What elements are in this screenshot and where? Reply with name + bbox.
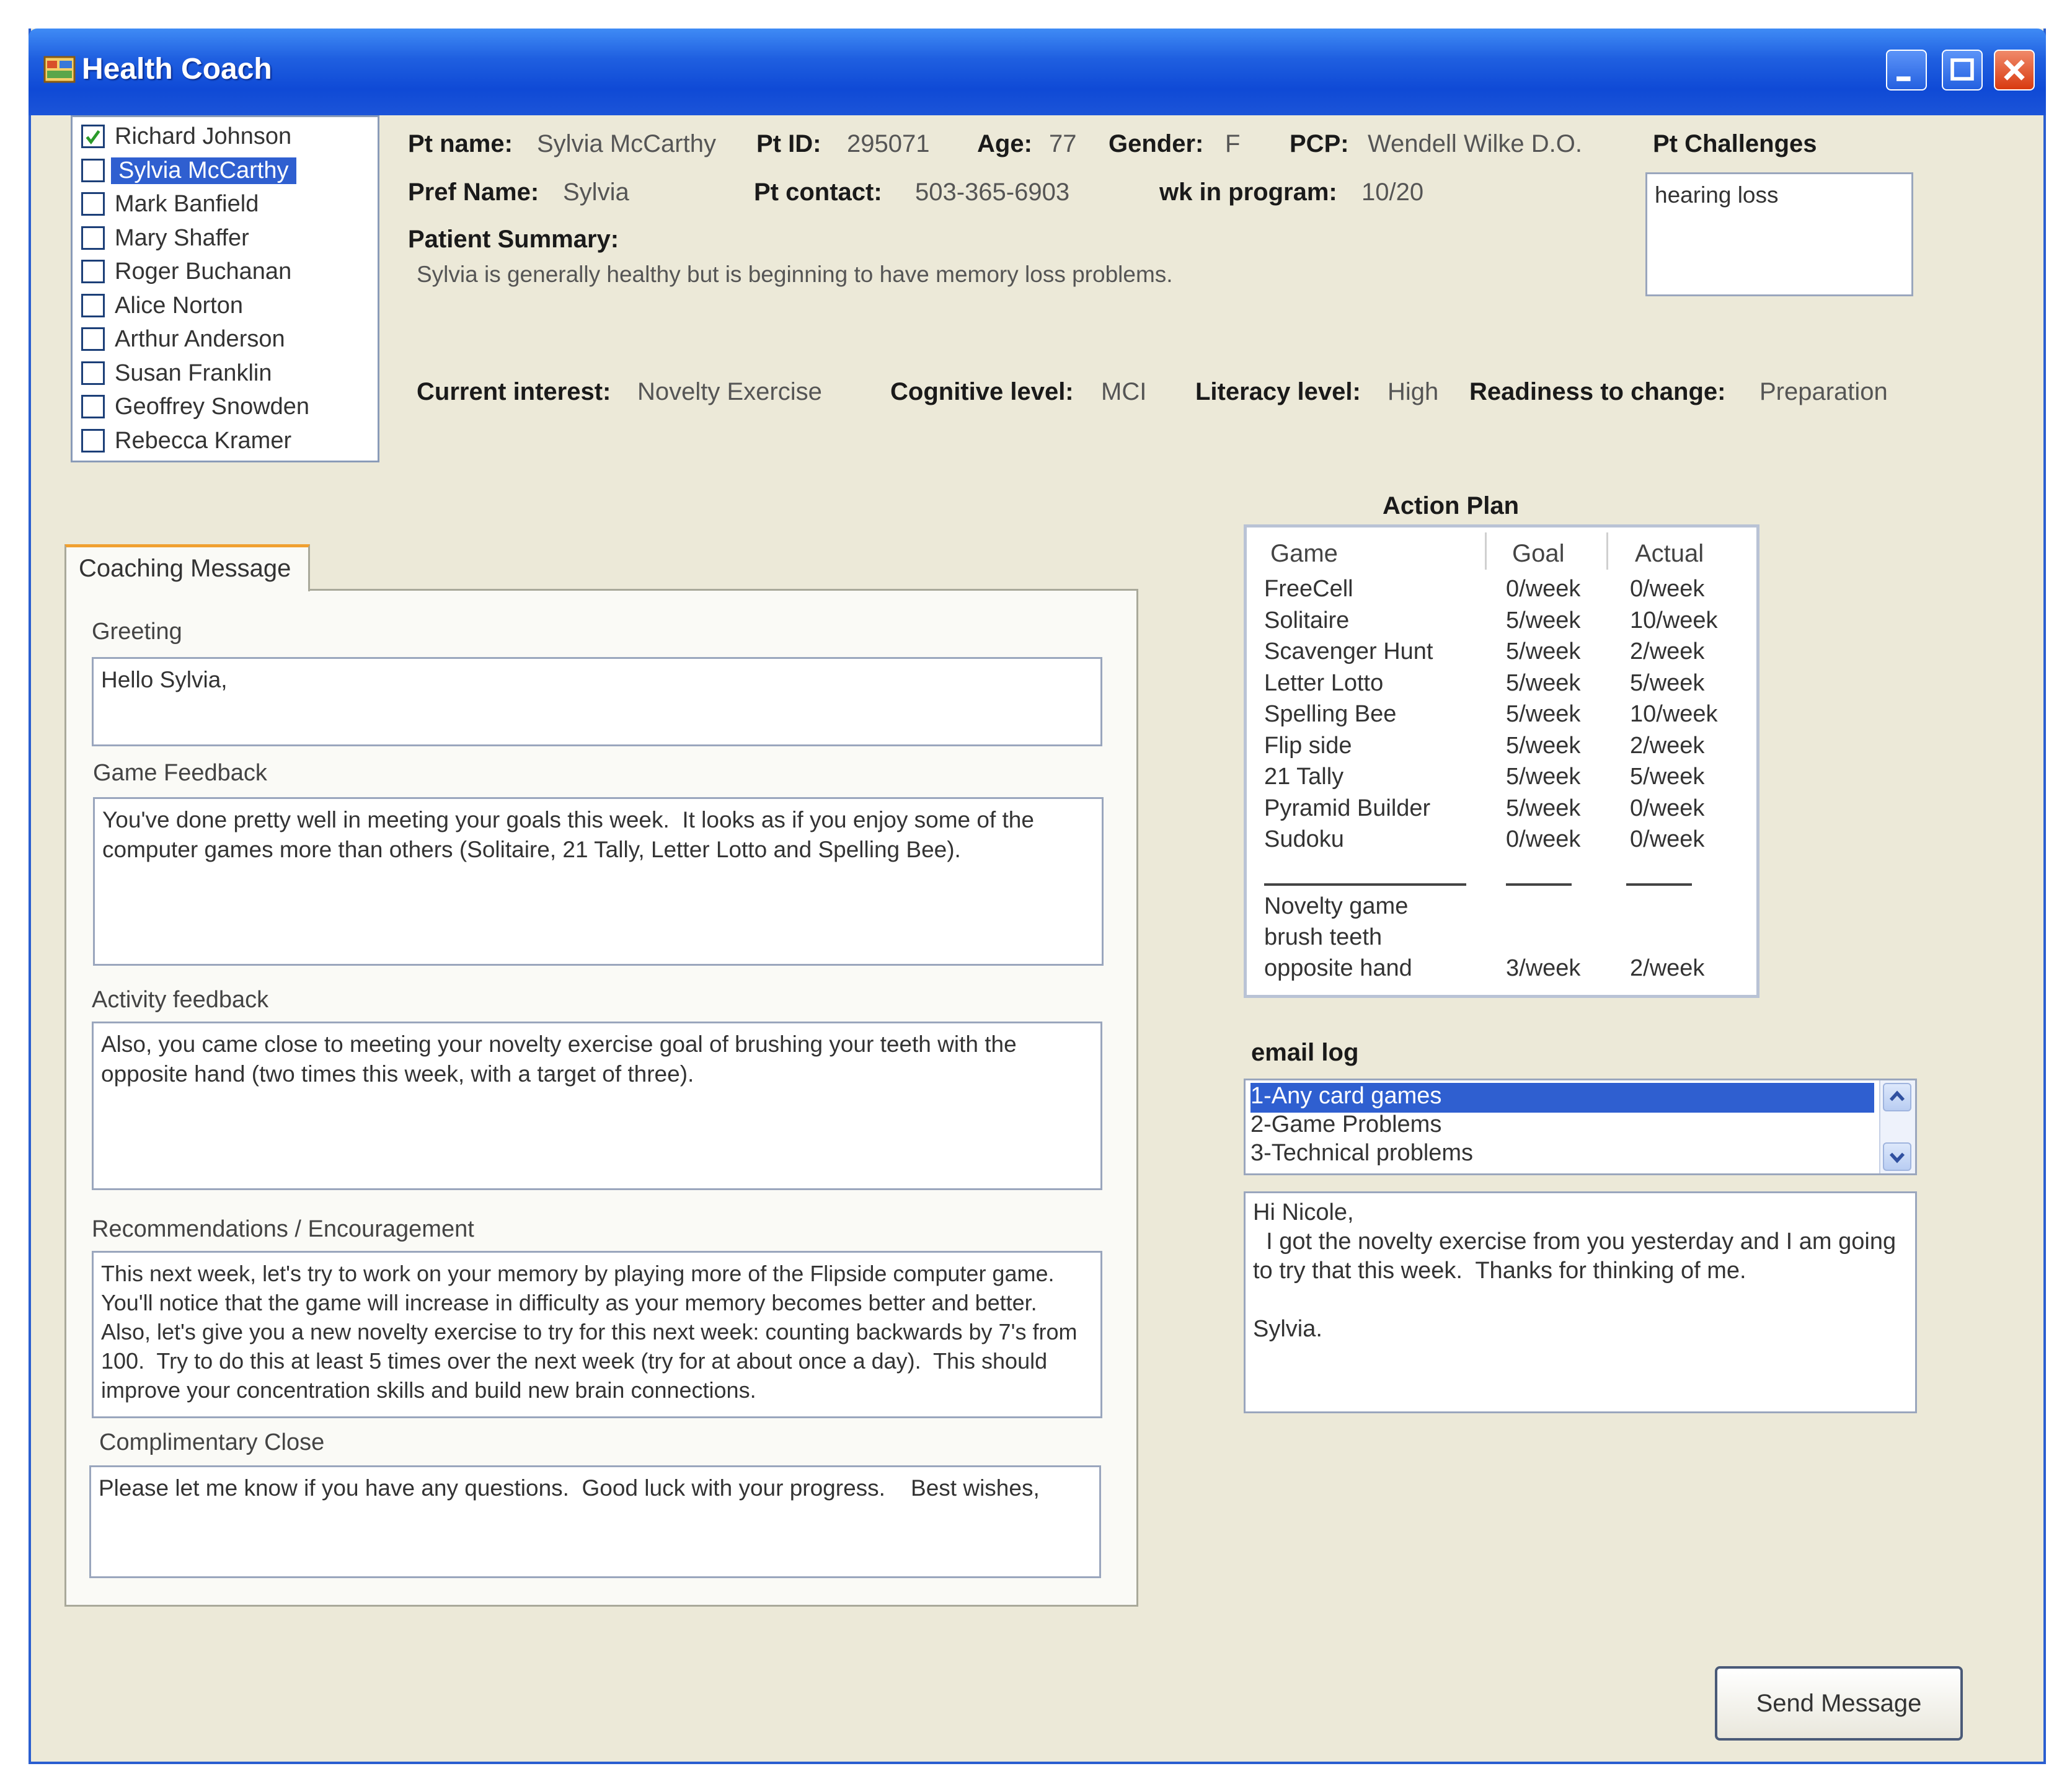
wk-in-program-label: wk in program: <box>1159 179 1337 206</box>
cognitive-level-label: Cognitive level: <box>890 378 1074 405</box>
patient-checkbox[interactable] <box>81 125 105 148</box>
action-game-cell: Solitaire <box>1264 607 1350 633</box>
patient-list[interactable] <box>71 115 379 462</box>
readiness-value: Preparation <box>1759 378 1888 405</box>
pt-contact-label: Pt contact: <box>754 179 882 206</box>
action-actual-cell: 10/week <box>1630 607 1718 633</box>
action-game-cell: Letter Lotto <box>1264 669 1384 696</box>
action-goal-cell: 5/week <box>1506 669 1581 696</box>
action-game-cell: Sudoku <box>1264 826 1344 852</box>
patient-name: Susan Franklin <box>115 360 272 386</box>
action-game-cell: Flip side <box>1264 732 1352 759</box>
email-log-item[interactable]: 2-Game Problems <box>1250 1111 1442 1137</box>
complimentary-close-label: Complimentary Close <box>99 1429 325 1455</box>
separator-rule <box>1506 883 1572 886</box>
action-actual-cell: 10/week <box>1630 701 1718 727</box>
column-header-actual[interactable]: Actual <box>1635 540 1704 567</box>
pt-contact-value: 503-365-6903 <box>915 179 1070 206</box>
patient-summary-label: Patient Summary: <box>408 226 619 253</box>
checkmark-icon <box>83 127 103 147</box>
action-game-cell: 21 Tally <box>1264 764 1344 790</box>
separator-rule <box>1264 883 1466 886</box>
pcp-value: Wendell Wilke D.O. <box>1368 130 1583 157</box>
game-feedback-field[interactable]: You've done pretty well in meeting your goals this week. It looks as if you enjoy some of the computer games more than others (Solitaire, 21 Tally, Letter Lotto and Spelling Bee). <box>93 797 1104 966</box>
patient-checkbox[interactable] <box>81 327 105 351</box>
readiness-label: Readiness to change: <box>1469 378 1726 405</box>
current-interest-value: Novelty Exercise <box>637 378 822 405</box>
action-actual-cell: 0/week <box>1630 795 1705 821</box>
activity-feedback-field[interactable]: Also, you came close to meeting your novelty exercise goal of brushing your teeth with the opposite hand (two times this week, with a target of three). <box>92 1022 1102 1190</box>
action-goal-cell: 5/week <box>1506 764 1581 790</box>
age-label: Age: <box>977 130 1032 157</box>
scroll-up-button[interactable] <box>1883 1083 1911 1111</box>
action-game-cell: Pyramid Builder <box>1264 795 1431 821</box>
wk-in-program-value: 10/20 <box>1361 179 1424 206</box>
novelty-line-2: brush teeth <box>1264 924 1383 950</box>
email-log-list[interactable] <box>1244 1079 1917 1175</box>
email-log-label: email log <box>1251 1039 1359 1066</box>
patient-name: Arthur Anderson <box>115 326 285 352</box>
pt-id-value: 295071 <box>847 130 930 157</box>
patient-name: Rebecca Kramer <box>115 427 292 454</box>
send-message-button[interactable]: Send Message <box>1715 1666 1963 1741</box>
action-actual-cell: 2/week <box>1630 638 1705 664</box>
column-header-goal[interactable]: Goal <box>1512 540 1565 567</box>
action-actual-cell: 0/week <box>1630 826 1705 852</box>
novelty-actual: 2/week <box>1630 955 1705 981</box>
email-log-scrollbar[interactable] <box>1879 1080 1915 1173</box>
action-actual-cell: 5/week <box>1630 669 1705 696</box>
patient-checkbox[interactable] <box>81 294 105 317</box>
patient-list-item[interactable] <box>77 155 374 186</box>
action-plan-title: Action Plan <box>1383 492 1520 519</box>
patient-name: Richard Johnson <box>115 123 292 149</box>
close-button[interactable] <box>1994 50 2035 90</box>
column-header-game[interactable]: Game <box>1270 540 1338 567</box>
email-log-item[interactable]: 3-Technical problems <box>1250 1140 1474 1166</box>
pt-id-label: Pt ID: <box>756 130 821 157</box>
complimentary-close-field[interactable]: Please let me know if you have any questions. Good luck with your progress. Best wishes, <box>89 1465 1101 1578</box>
window-title: Health Coach <box>82 53 272 86</box>
patient-checkbox[interactable] <box>81 429 105 452</box>
action-plan-table <box>1244 524 1759 998</box>
action-goal-cell: 5/week <box>1506 701 1581 727</box>
maximize-button[interactable] <box>1942 50 1983 90</box>
pt-challenges-label: Pt Challenges <box>1653 130 1817 157</box>
action-goal-cell: 0/week <box>1506 826 1581 852</box>
separator-rule <box>1626 883 1692 886</box>
gender-label: Gender: <box>1109 130 1204 157</box>
action-goal-cell: 5/week <box>1506 638 1581 664</box>
novelty-line-3: opposite hand <box>1264 955 1412 981</box>
current-interest-label: Current interest: <box>417 378 611 405</box>
title-bar[interactable] <box>29 29 2046 115</box>
action-actual-cell: 2/week <box>1630 732 1705 759</box>
patient-list-item[interactable] <box>77 121 374 152</box>
app-icon <box>43 53 76 86</box>
action-actual-cell: 0/week <box>1630 576 1705 602</box>
patient-list-item[interactable] <box>77 256 374 287</box>
pt-name-label: Pt name: <box>408 130 513 157</box>
patient-list-item[interactable] <box>77 324 374 355</box>
literacy-level-label: Literacy level: <box>1195 378 1361 405</box>
column-divider <box>1606 532 1608 570</box>
recommendations-label: Recommendations / Encouragement <box>92 1216 474 1242</box>
game-feedback-label: Game Feedback <box>93 760 267 786</box>
column-divider <box>1485 532 1487 570</box>
tab-coaching-message[interactable]: Coaching Message <box>64 544 310 591</box>
patient-list-item[interactable] <box>77 425 374 456</box>
patient-checkbox[interactable] <box>81 226 105 250</box>
patient-checkbox[interactable] <box>81 395 105 418</box>
patient-summary: Sylvia is generally healthy but is beginning to have memory loss problems. <box>417 262 1173 287</box>
patient-checkbox[interactable] <box>81 159 105 182</box>
action-game-cell: FreeCell <box>1264 576 1353 602</box>
pref-name-label: Pref Name: <box>408 179 539 206</box>
patient-checkbox[interactable] <box>81 260 105 283</box>
action-goal-cell: 0/week <box>1506 576 1581 602</box>
patient-list-item[interactable] <box>77 188 374 219</box>
activity-feedback-label: Activity feedback <box>92 987 269 1013</box>
action-goal-cell: 5/week <box>1506 732 1581 759</box>
email-log-item[interactable]: 1-Any card games <box>1250 1083 1874 1113</box>
greeting-field[interactable]: Hello Sylvia, <box>92 657 1102 746</box>
patient-checkbox[interactable] <box>81 192 105 216</box>
patient-name: Sylvia McCarthy <box>111 157 296 184</box>
pref-name-value: Sylvia <box>563 179 629 206</box>
gender-value: F <box>1225 130 1241 157</box>
patient-list-item[interactable] <box>77 358 374 389</box>
cognitive-level-value: MCI <box>1101 378 1147 405</box>
action-game-cell: Scavenger Hunt <box>1264 638 1433 664</box>
minimize-button[interactable] <box>1886 50 1927 90</box>
email-message-field[interactable]: Hi Nicole, I got the novelty exercise from you yesterday and I am going to try that this week. Thanks for thinking of me. Sylvia. <box>1244 1191 1917 1413</box>
patient-checkbox[interactable] <box>81 361 105 385</box>
patient-name: Mary Shaffer <box>115 224 249 251</box>
patient-list-item[interactable] <box>77 223 374 254</box>
patient-list-item[interactable] <box>77 290 374 321</box>
greeting-label: Greeting <box>92 619 182 645</box>
patient-name: Roger Buchanan <box>115 258 292 285</box>
action-game-cell: Spelling Bee <box>1264 701 1397 727</box>
scroll-down-button[interactable] <box>1883 1142 1911 1171</box>
pcp-label: PCP: <box>1290 130 1349 157</box>
action-goal-cell: 5/week <box>1506 607 1581 633</box>
patient-name: Mark Banfield <box>115 191 259 217</box>
literacy-level-value: High <box>1388 378 1439 405</box>
novelty-goal: 3/week <box>1506 955 1581 981</box>
patient-name: Geoffrey Snowden <box>115 394 310 420</box>
action-goal-cell: 5/week <box>1506 795 1581 821</box>
pt-challenges-field[interactable]: hearing loss <box>1645 172 1913 296</box>
action-actual-cell: 5/week <box>1630 764 1705 790</box>
recommendations-field[interactable]: This next week, let's try to work on your memory by playing more of the Flipside computer game. You'll notice that the game will increase in difficulty as your memory becomes better and better. Also, let's give you a new novelty exercise to try for this next week: counting backwards by 7's from 100. Try to do this at least 5 times over the next week (try for at about once a day). This should improve your concentration skills and build new brain connections. <box>92 1251 1102 1418</box>
pt-name-value: Sylvia McCarthy <box>537 130 716 157</box>
patient-list-item[interactable] <box>77 391 374 422</box>
patient-name: Alice Norton <box>115 292 243 319</box>
age-value: 77 <box>1049 130 1077 157</box>
novelty-line-1: Novelty game <box>1264 893 1409 919</box>
